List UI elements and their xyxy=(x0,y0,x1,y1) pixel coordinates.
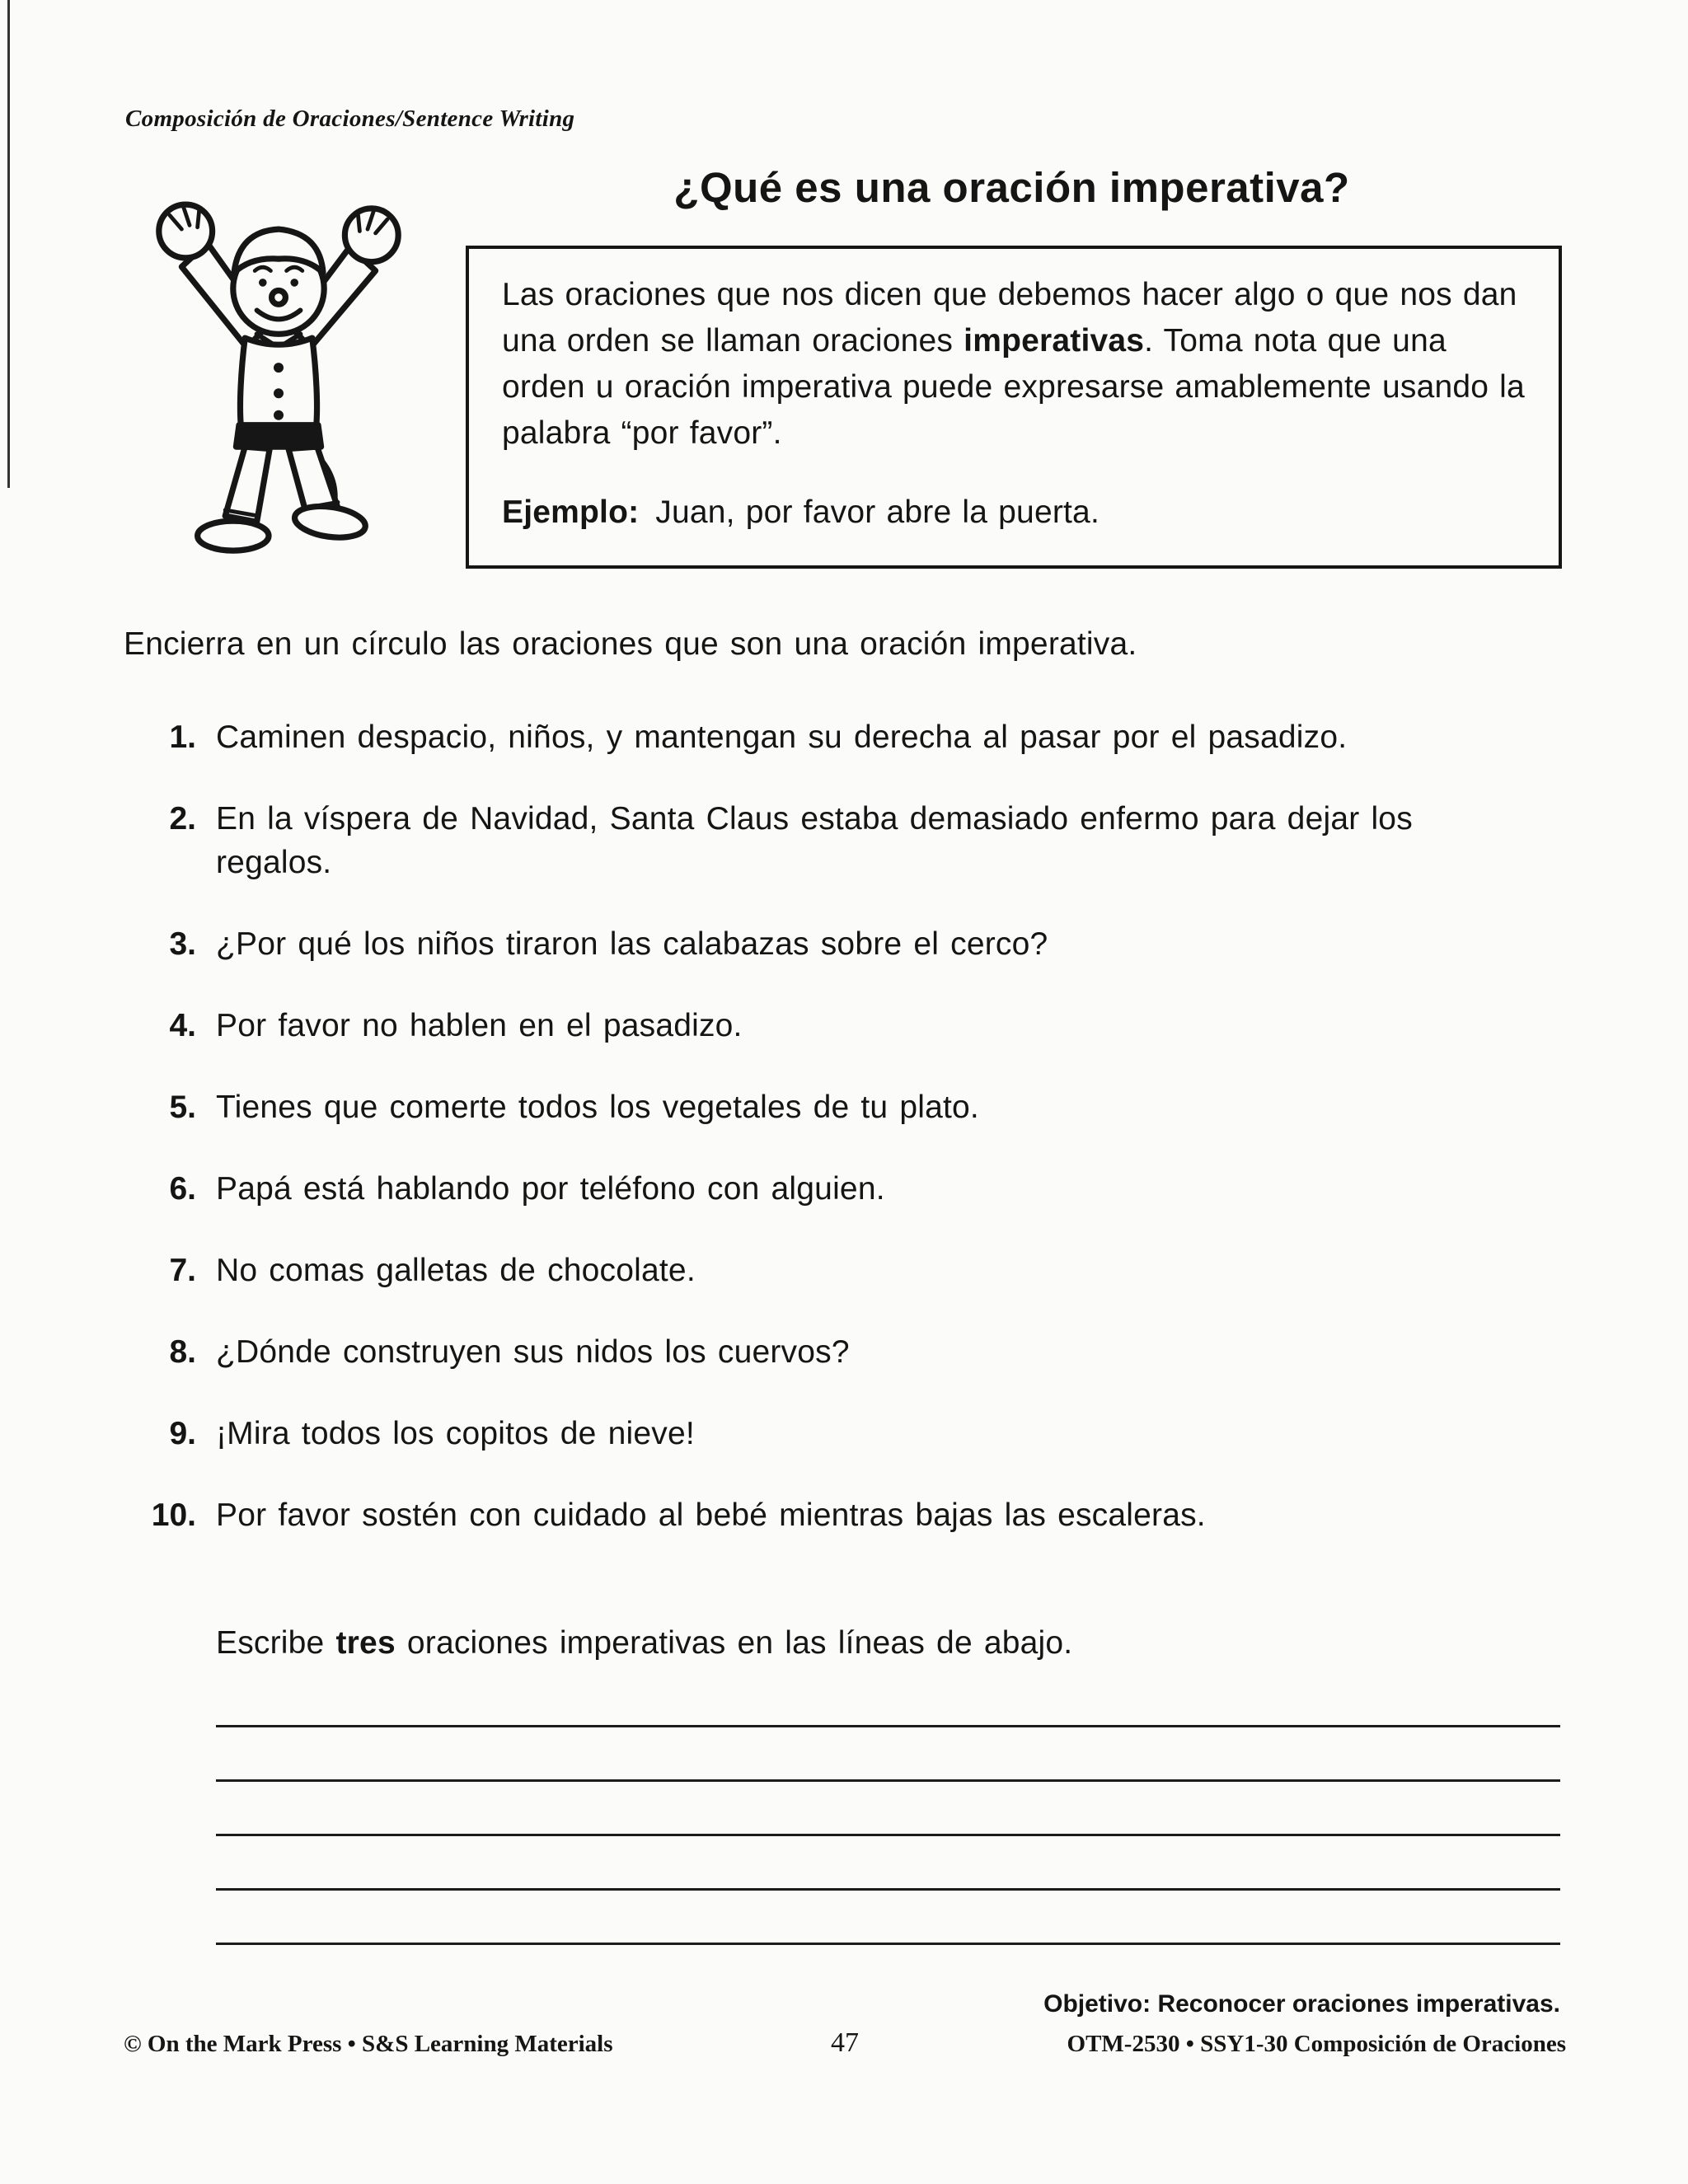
sentence-list xyxy=(124,715,1562,1575)
list-item xyxy=(124,1412,1562,1455)
clipart-walking-child-svg xyxy=(130,171,427,588)
list-item xyxy=(124,922,1562,966)
writing-line xyxy=(216,1673,1560,1727)
write-prompt xyxy=(216,1625,1072,1661)
definition-text-post: . Toma nota que una orden u oración imperativa puede expresarse amablemente usando la palabra “por favor”. xyxy=(502,323,1525,451)
item-number: 5. xyxy=(169,1090,196,1125)
writing-line xyxy=(216,1891,1560,1945)
write-prompt-pre: Escribe xyxy=(216,1625,336,1661)
list-item xyxy=(124,1493,1562,1537)
item-text: ¿Dónde construyen sus nidos los cuervos? xyxy=(216,1334,850,1370)
item-text: En la víspera de Navidad, Santa Claus estaba demasiado enfermo para dejar los regalos. xyxy=(216,801,1413,880)
item-text: Caminen despacio, niños, y mantengan su derecha al pasar por el pasadizo. xyxy=(216,719,1348,755)
writing-line xyxy=(216,1727,1560,1782)
write-prompt-post: oraciones imperativas en las líneas de abajo. xyxy=(395,1625,1073,1661)
item-text: Por favor sostén con cuidado al bebé mientras bajas las escaleras. xyxy=(216,1497,1206,1533)
item-number: 2. xyxy=(169,801,196,837)
item-text: ¿Por qué los niños tiraron las calabazas sobre el cerco? xyxy=(216,926,1048,962)
item-number: 1. xyxy=(169,719,196,755)
writing-line xyxy=(216,1782,1560,1836)
example-text: Juan, por favor abre la puerta. xyxy=(655,494,1100,530)
item-number: 3. xyxy=(169,926,196,962)
writing-lines xyxy=(216,1673,1560,1945)
item-number: 8. xyxy=(169,1334,196,1370)
item-text: No comas galletas de chocolate. xyxy=(216,1253,696,1288)
definition-box xyxy=(466,246,1562,569)
item-number: 4. xyxy=(169,1008,196,1043)
document-header: Composición de Oraciones/Sentence Writing xyxy=(125,105,575,132)
list-item xyxy=(124,1330,1562,1374)
write-prompt-bold-word: tres xyxy=(335,1625,396,1661)
item-text: Papá está hablando por teléfono con alguien. xyxy=(216,1171,885,1207)
scan-artifact-line xyxy=(7,0,10,488)
instruction-text: Encierra en un círculo las oraciones que son una oración imperativa. xyxy=(124,626,1137,662)
item-number: 6. xyxy=(169,1171,196,1207)
list-item xyxy=(124,1004,1562,1047)
list-item xyxy=(124,1085,1562,1129)
writing-line xyxy=(216,1836,1560,1891)
publisher-credit: © On the Mark Press • S&S Learning Materials xyxy=(124,2031,613,2057)
item-number: 9. xyxy=(169,1416,196,1451)
list-item xyxy=(124,1167,1562,1211)
item-text: Tienes que comerte todos los vegetales de tu plato. xyxy=(216,1090,979,1125)
definition-text xyxy=(502,272,1526,457)
item-text: Por favor no hablen en el pasadizo. xyxy=(216,1008,743,1043)
definition-text-pre: Las oraciones que nos dicen que debemos hacer algo o que nos dan una orden se llaman oraciones xyxy=(502,277,1517,359)
list-item xyxy=(124,715,1562,759)
list-item xyxy=(124,797,1562,884)
item-text: ¡Mira todos los copitos de nieve! xyxy=(216,1416,695,1451)
example-line xyxy=(502,490,1526,536)
item-number: 10. xyxy=(151,1497,196,1533)
objective-text: Objetivo: Reconocer oraciones imperativas. xyxy=(1043,1990,1560,2018)
item-number: 7. xyxy=(169,1253,196,1288)
product-code: OTM-2530 • SSY1-30 Composición de Oraciones xyxy=(1067,2031,1566,2057)
clipart-walking-child xyxy=(130,171,427,588)
list-item xyxy=(124,1249,1562,1292)
example-label: Ejemplo: xyxy=(502,494,640,530)
page-title: ¿Qué es una oración imperativa? xyxy=(673,164,1350,211)
page-number: 47 xyxy=(831,2027,859,2058)
definition-bold-word: imperativas xyxy=(964,323,1145,359)
page-footer xyxy=(124,2027,1566,2059)
